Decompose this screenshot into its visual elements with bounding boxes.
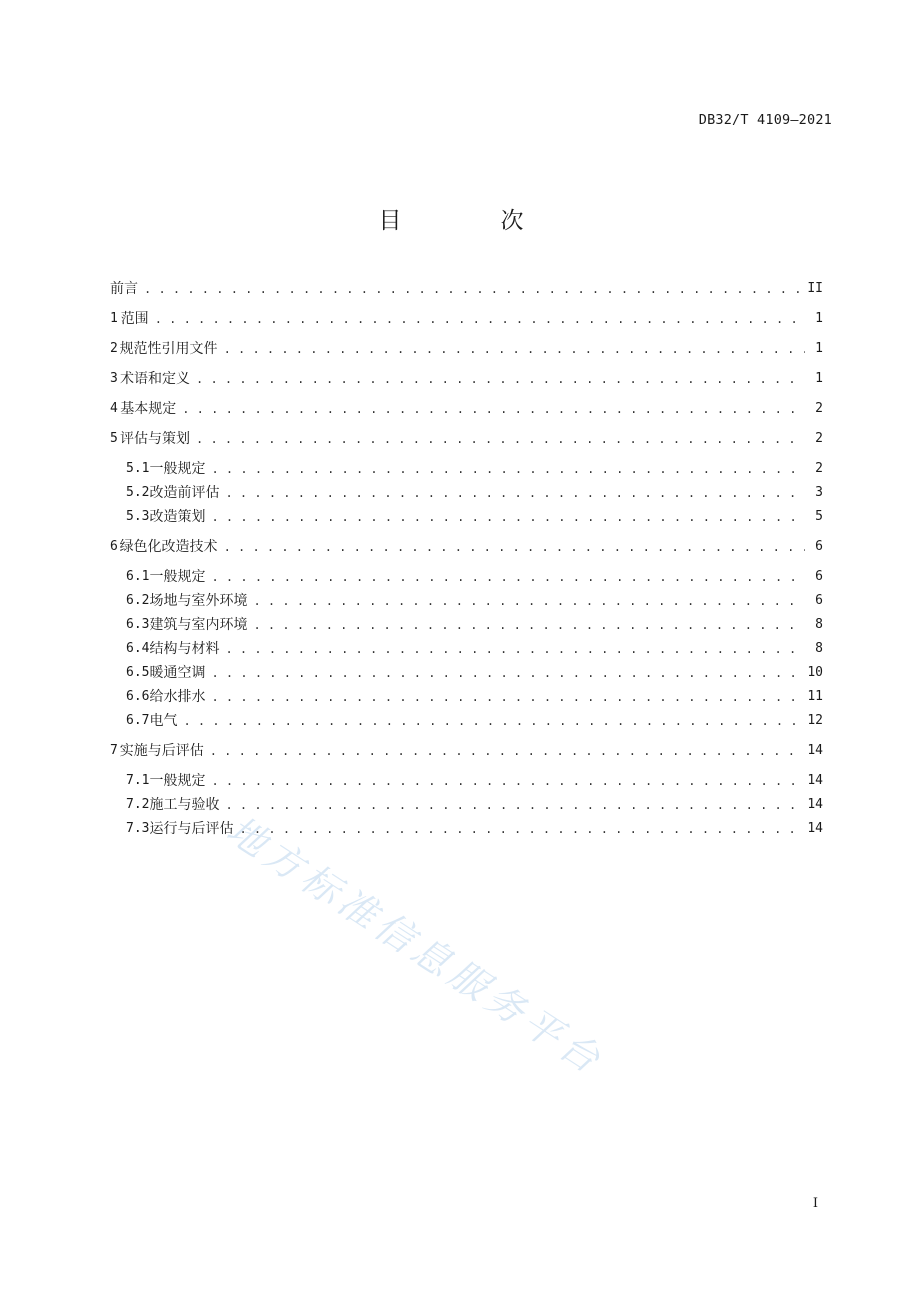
toc-entry-number: 6.1 <box>126 568 150 584</box>
toc-entry-label: 规范性引用文件 <box>119 341 218 357</box>
toc-entry-number: 6.5 <box>126 664 150 680</box>
toc-entry-page: 6 <box>815 592 823 608</box>
toc-entry[interactable] <box>110 336 823 360</box>
toc-entry-label: 暖通空调 <box>149 665 206 681</box>
toc-leader-dots <box>211 569 805 585</box>
toc-entry-page: 11 <box>807 688 823 704</box>
toc-entry-number: 5 <box>110 430 118 446</box>
toc-leader-dots <box>210 743 802 759</box>
toc-leader-dots <box>211 689 801 705</box>
toc-entry-page: 10 <box>807 664 823 680</box>
toc-entry-label: 一般规定 <box>149 569 206 585</box>
watermark-text: 地方标准信息服务平台 <box>219 807 613 1085</box>
toc-entry-page: 8 <box>815 616 823 632</box>
toc-entry[interactable] <box>110 306 823 330</box>
toc-entry-label: 一般规定 <box>149 773 206 789</box>
toc-entry-page: 2 <box>815 400 823 416</box>
toc-entry[interactable] <box>110 612 823 636</box>
toc-leader-dots <box>211 665 801 681</box>
toc-entry-page: 3 <box>815 484 823 500</box>
toc-entry-label: 基本规定 <box>120 401 177 417</box>
toc-entry-page: 14 <box>807 796 823 812</box>
toc-entry[interactable] <box>110 660 823 684</box>
toc-entry-label: 范围 <box>120 311 149 327</box>
toc-entry-number: 5.2 <box>126 484 150 500</box>
toc-leader-dots <box>224 341 805 357</box>
toc-entry-number: 6.2 <box>126 592 150 608</box>
page-number: I <box>812 1196 818 1211</box>
toc-entry[interactable] <box>110 816 823 840</box>
toc-leader-dots <box>211 773 801 789</box>
toc-entry[interactable] <box>110 396 823 420</box>
toc-entry-page: 1 <box>815 340 823 356</box>
toc-entry[interactable] <box>110 276 823 300</box>
toc-entry-label: 一般规定 <box>149 461 206 477</box>
toc-entry-number: 6.6 <box>126 688 150 704</box>
toc-entry-label: 建筑与室内环境 <box>149 617 248 633</box>
toc-entry[interactable] <box>110 564 823 588</box>
toc-entry-number: 4 <box>110 400 118 416</box>
toc-leader-dots <box>211 461 805 477</box>
toc-leader-dots <box>253 617 805 633</box>
toc-entry-number: 1 <box>110 310 118 326</box>
toc-leader-dots <box>224 539 805 555</box>
toc-title: 目 次 <box>378 208 562 234</box>
toc-entry[interactable] <box>110 426 823 450</box>
toc-entry-number: 6.3 <box>126 616 150 632</box>
toc-entry-number: 7 <box>110 742 118 758</box>
toc-entry-number: 7.1 <box>126 772 150 788</box>
toc-entry-page: 1 <box>815 370 823 386</box>
toc-entry[interactable] <box>110 456 823 480</box>
document-code: DB32/T 4109—2021 <box>698 112 832 128</box>
toc-leader-dots <box>155 311 805 327</box>
toc-entry[interactable] <box>110 504 823 528</box>
toc-entry-label: 术语和定义 <box>120 371 190 387</box>
toc-entry[interactable] <box>110 792 823 816</box>
toc-entry[interactable] <box>110 480 823 504</box>
toc-entry[interactable] <box>110 636 823 660</box>
toc-entry-label: 场地与室外环境 <box>149 593 248 609</box>
toc-entry[interactable] <box>110 768 823 792</box>
toc-entry[interactable] <box>110 708 823 732</box>
toc-leader-dots <box>253 593 805 609</box>
toc-entry-number: 5.3 <box>126 508 150 524</box>
toc-entry[interactable] <box>110 738 823 762</box>
toc-entry-number: 6 <box>110 538 118 554</box>
toc-leader-dots <box>144 281 801 297</box>
toc-leader-dots <box>239 821 801 837</box>
toc-entry-label: 电气 <box>149 713 178 729</box>
toc-entry-number: 6.4 <box>126 640 150 656</box>
toc-entry-number: 7.3 <box>126 820 150 836</box>
toc-entry-page: 8 <box>815 640 823 656</box>
toc-entry-page: 2 <box>815 430 823 446</box>
toc-entry-label: 改造前评估 <box>149 485 220 501</box>
toc-leader-dots <box>196 371 805 387</box>
toc-entry-label: 实施与后评估 <box>119 743 204 759</box>
toc-entry[interactable] <box>110 366 823 390</box>
toc-entry-page: II <box>807 280 823 296</box>
toc-leader-dots <box>211 509 805 525</box>
toc-leader-dots <box>225 641 805 657</box>
toc-entry-page: 6 <box>815 568 823 584</box>
toc-leader-dots <box>182 401 805 417</box>
toc-entry-number: 7.2 <box>126 796 150 812</box>
toc-entry-label: 改造策划 <box>149 509 206 525</box>
toc-leader-dots <box>196 431 805 447</box>
toc-entry-number: 5.1 <box>126 460 150 476</box>
toc-entry-label: 给水排水 <box>149 689 206 705</box>
toc-entry-page: 14 <box>807 742 823 758</box>
toc-entry-label: 运行与后评估 <box>149 821 234 837</box>
toc-entry-label: 前言 <box>110 281 138 297</box>
toc-entry-label: 绿色化改造技术 <box>119 539 218 555</box>
toc-entry-page: 12 <box>807 712 823 728</box>
toc-entry-label: 评估与策划 <box>120 431 190 447</box>
toc-entry-page: 1 <box>815 310 823 326</box>
toc-entry-label: 结构与材料 <box>149 641 220 657</box>
toc-entry-number: 2 <box>110 340 118 356</box>
toc-entry[interactable] <box>110 684 823 708</box>
toc-entry-page: 14 <box>807 820 823 836</box>
toc-leader-dots <box>225 485 805 501</box>
toc-entry-page: 6 <box>815 538 823 554</box>
toc-entry-label: 施工与验收 <box>149 797 220 813</box>
toc-leader-dots <box>225 797 801 813</box>
toc-entry[interactable] <box>110 588 823 612</box>
toc-entry[interactable] <box>110 534 823 558</box>
toc-entry-page: 2 <box>815 460 823 476</box>
toc-leader-dots <box>183 713 801 729</box>
toc-entry-page: 5 <box>815 508 823 524</box>
toc-entry-number: 3 <box>110 370 118 386</box>
toc-entry-page: 14 <box>807 772 823 788</box>
toc-entry-number: 6.7 <box>126 712 150 728</box>
